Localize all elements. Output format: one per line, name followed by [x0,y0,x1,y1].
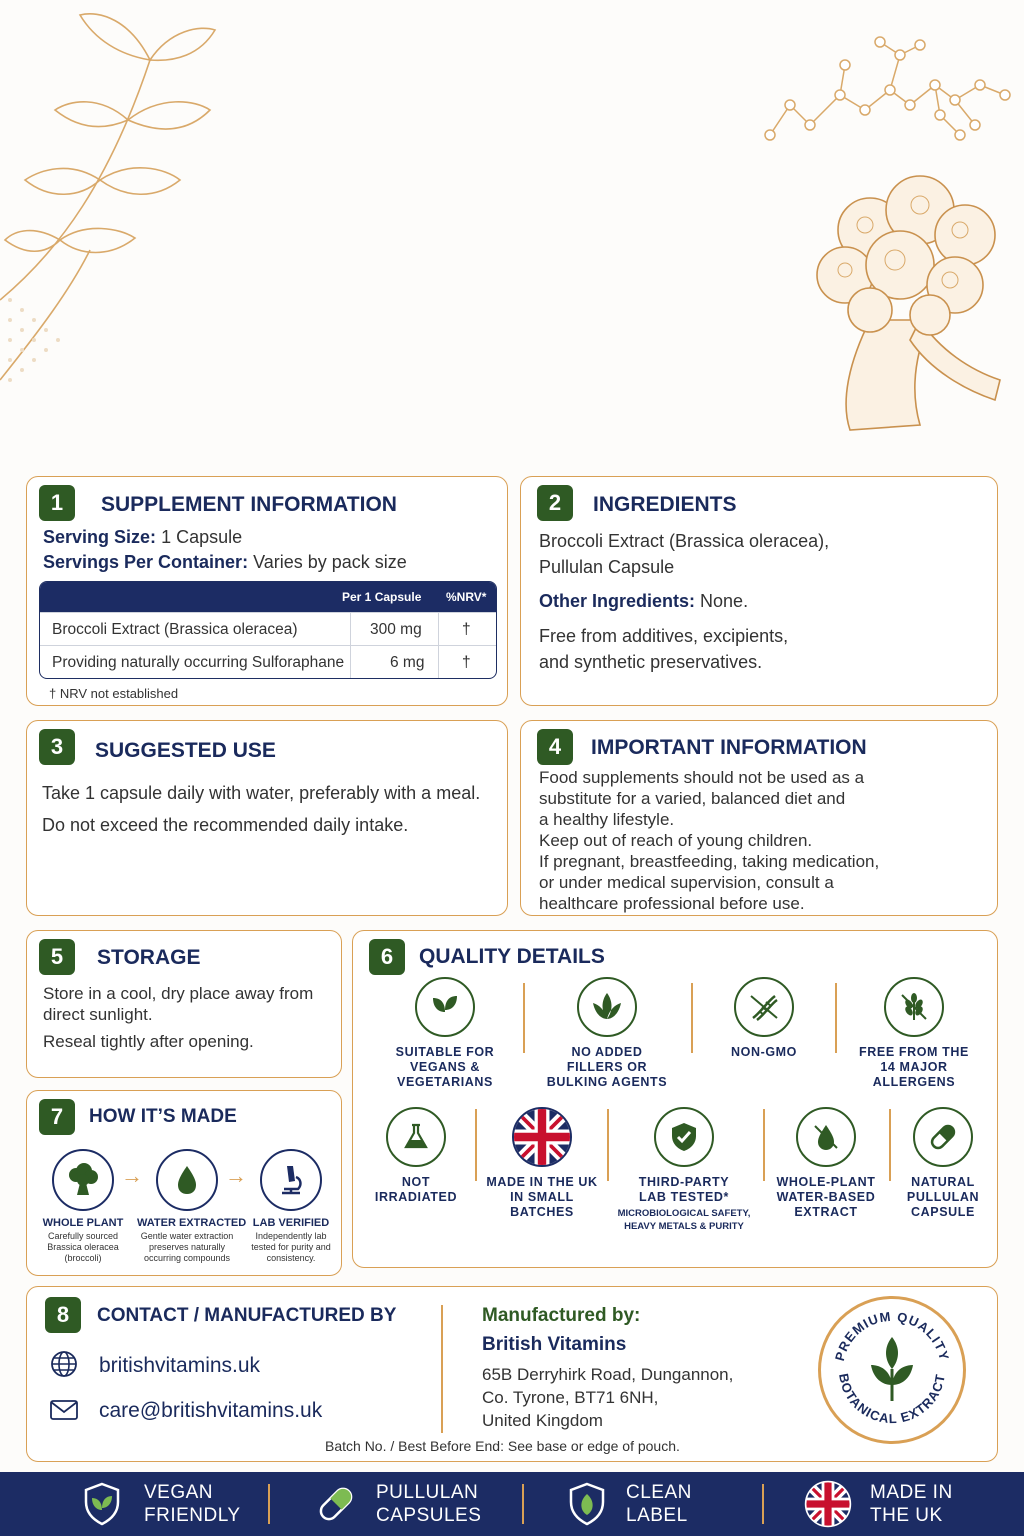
quality-sublabel: MICROBIOLOGICAL SAFETY, HEAVY METALS & PURITY [617,1208,751,1232]
servings-value: Varies by pack size [253,552,407,572]
premium-quality-badge [818,1296,966,1444]
footer-label: PULLULAN CAPSULES [376,1482,482,1526]
quality-item-made-in-uk [479,1107,605,1220]
section-number: 7 [39,1099,75,1135]
section-number: 5 [39,939,75,975]
quality-item-lab-tested [611,1107,757,1233]
step-description: Independently lab tested for purity and consistency. [251,1231,331,1263]
servings-per-container [43,552,407,574]
important-information-card [520,720,998,916]
storage-line: Store in a cool, dry place away from [43,984,314,1003]
quality-item-allergen-free [841,977,987,1090]
quality-label: NATURAL PULLULAN CAPSULE [906,1175,980,1219]
globe-icon [49,1349,79,1379]
address-line: 65B Derryhirk Road, Dungannon, [482,1365,734,1384]
important-line: Keep out of reach of young children. [539,831,813,850]
ingredient-amount: 300 mg [370,621,422,638]
broccoli-icon [52,1149,114,1211]
address-line: Co. Tyrone, BT71 6NH, [482,1388,659,1407]
section-title: SUGGESTED USE [95,739,276,762]
leaves-icon [577,977,637,1037]
step-label: WHOLE PLANT [42,1217,124,1229]
leaf-icon [415,977,475,1037]
other-ingredients [539,591,748,613]
storage-line: Reseal tightly after opening. [43,1032,254,1051]
table-row [40,612,496,645]
free-from-line: and synthetic preservatives. [539,652,763,672]
step-label: WATER EXTRACTED [137,1217,247,1229]
free-from-line: Free from additives, excipients, [539,626,789,646]
quality-label: NON-GMO [731,1045,797,1059]
leaf-shield-icon [78,1480,126,1528]
column-header-amount: Per 1 Capsule [342,590,422,604]
footer-item-made-in-uk [804,1472,953,1536]
section-number: 8 [45,1297,81,1333]
important-line: If pregnant, breastfeeding, taking medication, [539,852,880,871]
section-title: CONTACT / MANUFACTURED BY [97,1305,397,1326]
ingredients-card [520,476,998,706]
step-lab-verified [243,1149,339,1264]
wheat-crossed-icon [884,977,944,1037]
email-icon [49,1398,79,1422]
section-title: SUPPLEMENT INFORMATION [101,493,397,516]
quality-label: MADE IN THE UK IN SMALL BATCHES [486,1175,598,1219]
important-line: or under medical supervision, consult a [539,873,834,892]
address-line: United Kingdom [482,1411,603,1430]
ingredient-amount: 6 mg [390,654,425,671]
ingredients-line: Pullulan Capsule [539,557,675,577]
quality-label: SUITABLE FOR VEGANS & VEGETARIANS [395,1045,495,1089]
shield-check-icon [654,1107,714,1167]
microscope-icon [260,1149,322,1211]
batch-note: Batch No. / Best Before End: See base or edge of pouch. [325,1438,680,1454]
table-row [40,645,496,678]
arrow-right-icon: → [225,1163,247,1188]
flask-icon [386,1107,446,1167]
section-title: INGREDIENTS [593,493,737,516]
ingredients-line: Broccoli Extract (Brassica oleracea), [539,531,830,551]
nrv-footnote: † NRV not established [49,686,179,701]
capsule-icon [913,1107,973,1167]
water-drop-icon [156,1149,218,1211]
important-line: substitute for a varied, balanced diet and [539,789,846,808]
section-title: STORAGE [97,946,201,969]
ingredient-nrv: † [462,654,471,671]
serving-size [43,527,242,549]
other-ingredients-value: None. [700,591,749,611]
quality-label: WHOLE-PLANT WATER-BASED EXTRACT [776,1175,876,1219]
quality-item-water-extract [767,1107,885,1220]
quality-details-card [352,930,998,1268]
leaf-branch-illustration [0,0,260,440]
important-line: a healthy lifestyle. [539,810,675,829]
column-header-nrv: %NRV* [446,590,487,604]
important-line: Food supplements should not be used as a [539,768,865,787]
water-drop-icon [796,1107,856,1167]
footer-item-clean-label [566,1472,692,1536]
step-description: Gentle water extraction preserves naturally occurring compounds [140,1231,234,1263]
badge-top-text: PREMIUM QUALITY [831,1308,953,1363]
section-number: 4 [537,729,573,765]
quality-item-no-fillers [533,977,681,1090]
how-its-made-card [26,1090,342,1276]
section-number: 1 [39,485,75,521]
quality-item-pullulan-capsule [891,1107,995,1220]
footer-label: CLEAN LABEL [626,1482,692,1526]
quality-item-non-gmo [697,977,831,1060]
footer-label: VEGAN FRIENDLY [144,1482,241,1526]
section-title: IMPORTANT INFORMATION [591,736,867,759]
other-ingredients-label: Other Ingredients: [539,591,696,611]
nutrition-table [39,581,497,679]
quality-label: NO ADDED FILLERS OR BULKING AGENTS [546,1045,668,1089]
footer-label: MADE IN THE UK [870,1482,953,1526]
manufacturer-name: British Vitamins [482,1334,627,1355]
molecule-illustration [760,30,1024,160]
shield-leaf-icon [566,1481,608,1527]
step-description: Carefully sourced Brassica oleracea (broccoli) [47,1231,119,1263]
servings-label: Servings Per Container: [43,552,249,572]
step-whole-plant [35,1149,131,1264]
uk-flag-icon [804,1480,852,1528]
uk-flag-icon [512,1107,572,1167]
section-number: 3 [39,729,75,765]
suggested-use-line: Do not exceed the recommended daily intake. [42,815,409,835]
important-line: healthcare professional before use. [539,894,805,913]
section-title: HOW IT’S MADE [89,1106,237,1127]
website-link[interactable]: britishvitamins.uk [99,1354,261,1377]
step-water-extracted [137,1149,247,1264]
footer-band [0,1472,1024,1536]
serving-size-value: 1 Capsule [161,527,243,547]
quality-label: FREE FROM THE 14 MAJOR ALLERGENS [859,1045,969,1089]
supplement-information-card [26,476,508,706]
manufacturer-label: Manufactured by: [482,1305,641,1326]
footer-item-vegan [78,1472,241,1536]
broccoli-illustration [810,170,1010,440]
ingredient-name: Providing naturally occurring Sulforaphane [52,654,345,671]
quality-item-not-irradiated [359,1107,473,1205]
table-header [40,582,496,612]
quality-label: NOT IRRADIATED [374,1175,458,1204]
leaves-icon [871,1337,913,1401]
suggested-use-card [26,720,508,916]
section-number: 6 [369,939,405,975]
capsule-icon [314,1482,358,1526]
ingredient-name: Broccoli Extract (Brassica oleracea) [52,621,298,638]
quality-label: THIRD-PARTY LAB TESTED* [638,1175,730,1204]
badge-bottom-text: BOTANICAL EXTRACT [835,1372,948,1427]
footer-item-pullulan [314,1472,481,1536]
suggested-use-line: Take 1 capsule daily with water, preferably with a meal. [42,783,481,803]
step-label: LAB VERIFIED [252,1217,330,1229]
ingredient-nrv: † [462,621,471,638]
dna-icon [734,977,794,1037]
section-title: QUALITY DETAILS [419,945,605,968]
quality-item-vegan [373,977,517,1090]
section-number: 2 [537,485,573,521]
arrow-right-icon: → [121,1163,143,1188]
storage-card [26,930,342,1078]
serving-size-label: Serving Size: [43,527,157,547]
email-link[interactable]: care@britishvitamins.uk [99,1399,323,1422]
storage-line: direct sunlight. [43,1005,153,1024]
